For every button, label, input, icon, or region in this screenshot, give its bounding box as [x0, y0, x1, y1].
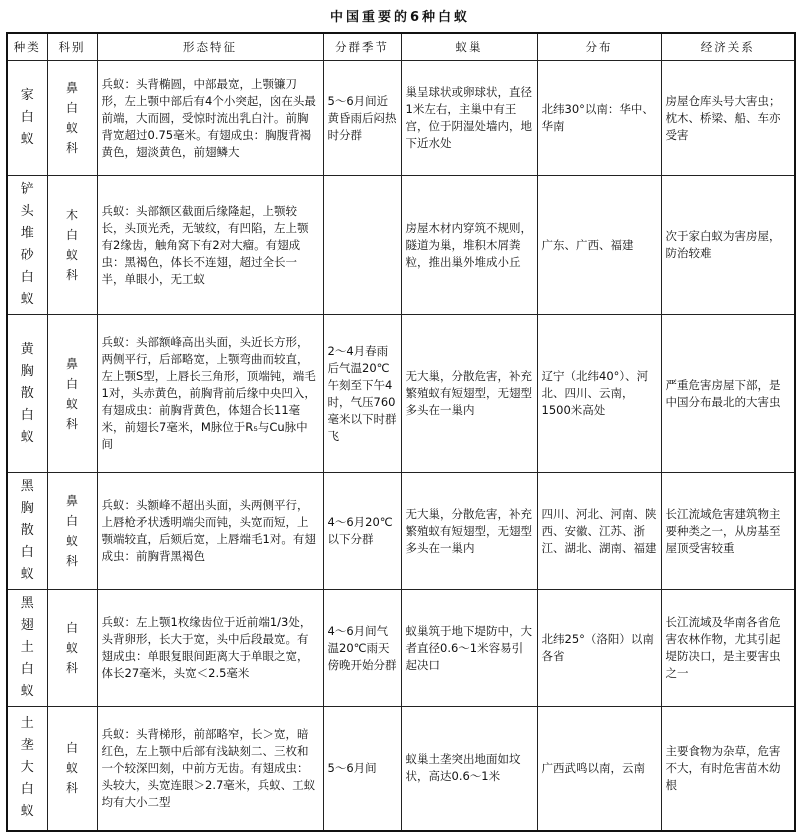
economic-cell: 严重危害房屋下部，是中国分布最北的大害虫	[661, 315, 795, 473]
table-row	[7, 473, 795, 590]
header-morphology: 形态特征	[97, 33, 323, 61]
distribution-cell: 四川、河北、河南、陕西、安徽、江苏、浙江、湖北、湖南、福建	[537, 473, 661, 590]
family-cell	[47, 176, 97, 315]
species-cell	[7, 590, 47, 707]
species-cell	[7, 473, 47, 590]
family-name: 木白蚁科	[65, 208, 78, 282]
table-row	[7, 707, 795, 831]
morphology-cell: 兵蚁：头背梯形，前部略窄，长＞宽，暗红色，左上颚中后部有浅缺刻二、三枚和一个较深凹刻，中前方无齿。有翅成虫：头较大，头宽连眼＞2.7毫米，兵蚁、工蚁均有大小二型	[97, 707, 323, 831]
nest-cell: 蚁巢土垄突出地面如坟状，高达0.6～1米	[401, 707, 537, 831]
table-row	[7, 176, 795, 315]
family-name: 白蚁科	[65, 741, 78, 796]
species-name: 黑翅土白蚁	[20, 596, 34, 699]
season-cell: 5～6月间	[323, 707, 401, 831]
nest-cell: 无大巢，分散危害，补充繁殖蚁有短翅型，无翅型多头在一巢内	[401, 473, 537, 590]
season-cell	[323, 176, 401, 315]
economic-cell: 长江流域危害建筑物主要种类之一，从房基至屋顶受害较重	[661, 473, 795, 590]
species-cell	[7, 315, 47, 473]
header-season: 分群季节	[323, 33, 401, 61]
species-cell	[7, 707, 47, 831]
table-row	[7, 61, 795, 176]
distribution-cell: 北纬25°（洛阳）以南各省	[537, 590, 661, 707]
header-economic: 经济关系	[661, 33, 795, 61]
table-row	[7, 315, 795, 473]
distribution-cell: 广西武鸣以南，云南	[537, 707, 661, 831]
header-family: 科别	[47, 33, 97, 61]
nest-cell: 蚁巢筑于地下堤防中，大者直径0.6～1米容易引起决口	[401, 590, 537, 707]
nest-cell: 房屋木材内穿筑不规则，隧道为巢，堆积木屑粪粒，推出巢外堆成小丘	[401, 176, 537, 315]
family-cell	[47, 590, 97, 707]
season-cell: 2～4月春雨后气温20℃午刻至下午4时，气压760毫米以下时群飞	[323, 315, 401, 473]
economic-cell: 房屋仓库头号大害虫；枕木、桥梁、船、车亦受害	[661, 61, 795, 176]
distribution-cell: 广东、广西、福建	[537, 176, 661, 315]
season-cell: 4～6月间气温20℃雨天傍晚开始分群	[323, 590, 401, 707]
page-title: 中国重要的6种白蚁	[329, 10, 471, 25]
species-name: 铲头堆砂白蚁	[20, 182, 34, 307]
family-cell	[47, 61, 97, 176]
header-species: 种类	[7, 33, 47, 61]
family-name: 白蚁科	[65, 621, 78, 675]
species-cell	[7, 176, 47, 315]
morphology-cell: 兵蚁：头部额区截面后缘隆起，上颚较长，头顶光秃，无皱纹，有凹陷，左上颚有2缘齿，触角窝下有2对大瘤。有翅成虫：黑褐色，体长不连翅，超过全长一半，单眼小，无工蚁	[97, 176, 323, 315]
morphology-cell: 兵蚁：左上颚1枚缘齿位于近前端1/3处，头背卵形，长大于宽，头中后段最宽。有翅成虫：单眼复眼间距离大于单眼之宽，体长27毫米，头宽＜2.5毫米	[97, 590, 323, 707]
termite-table	[6, 32, 796, 832]
species-cell	[7, 61, 47, 176]
morphology-cell: 兵蚁：头背椭圆，中部最宽，上颚镰刀形，左上颚中部后有4个小突起，囟在头最前端，大而圆，受惊时流出乳白汁。前胸背宽超过0.75毫米。有翅成虫：胸腹背褐黄色，翅淡黄色，前翅鳞大	[97, 61, 323, 176]
distribution-cell: 辽宁（北纬40°）、河北、四川、云南，1500米高处	[537, 315, 661, 473]
table-row	[7, 590, 795, 707]
header-distribution: 分布	[537, 33, 661, 61]
header-nest: 蚁巢	[401, 33, 537, 61]
morphology-cell: 兵蚁：头额峰不超出头面，头两侧平行，上唇枪矛状透明端尖而钝，头宽而短，上颚端较直，后颏后宽，上唇端毛1对。有翅成虫：前胸背黑褐色	[97, 473, 323, 590]
economic-cell: 主要食物为杂草，危害不大，有时危害苗木幼根	[661, 707, 795, 831]
species-name: 土垄大白蚁	[20, 716, 34, 820]
distribution-cell: 北纬30°以南：华中、华南	[537, 61, 661, 176]
species-name: 黑胸散白蚁	[20, 479, 34, 582]
family-cell	[47, 707, 97, 831]
economic-cell: 次于家白蚁为害房屋，防治较难	[661, 176, 795, 315]
species-name: 黄胸散白蚁	[20, 341, 34, 445]
header-row	[7, 33, 795, 61]
economic-cell: 长江流域及华南各省危害农林作物，尤其引起堤防决口，是主要害虫之一	[661, 590, 795, 707]
season-cell: 5～6月间近黄昏雨后闷热时分群	[323, 61, 401, 176]
season-cell: 4～6月20℃以下分群	[323, 473, 401, 590]
nest-cell: 巢呈球状或卵球状，直径1米左右，主巢中有王宫，位于阴湿处墙内，地下近水处	[401, 61, 537, 176]
species-name: 家白蚁	[20, 88, 34, 147]
family-cell	[47, 473, 97, 590]
family-name: 鼻白蚁科	[65, 356, 78, 431]
nest-cell: 无大巢，分散危害，补充繁殖蚁有短翅型，无翅型多头在一巢内	[401, 315, 537, 473]
family-name: 鼻白蚁科	[65, 81, 78, 155]
morphology-cell: 兵蚁：头部额峰高出头面，头近长方形，两侧平行，后部略宽，上颚弯曲而较直，左上颚S型，上唇长三角形，顶端钝，端毛1对，头赤黄色，前胸背前后缘中央凹入，有翅成虫：前胸背黄色，体翅合长11毫米，前翅长7毫米，M脉位于R₅与Cu脉中间	[97, 315, 323, 473]
family-name: 鼻白蚁科	[65, 494, 78, 568]
family-cell	[47, 315, 97, 473]
